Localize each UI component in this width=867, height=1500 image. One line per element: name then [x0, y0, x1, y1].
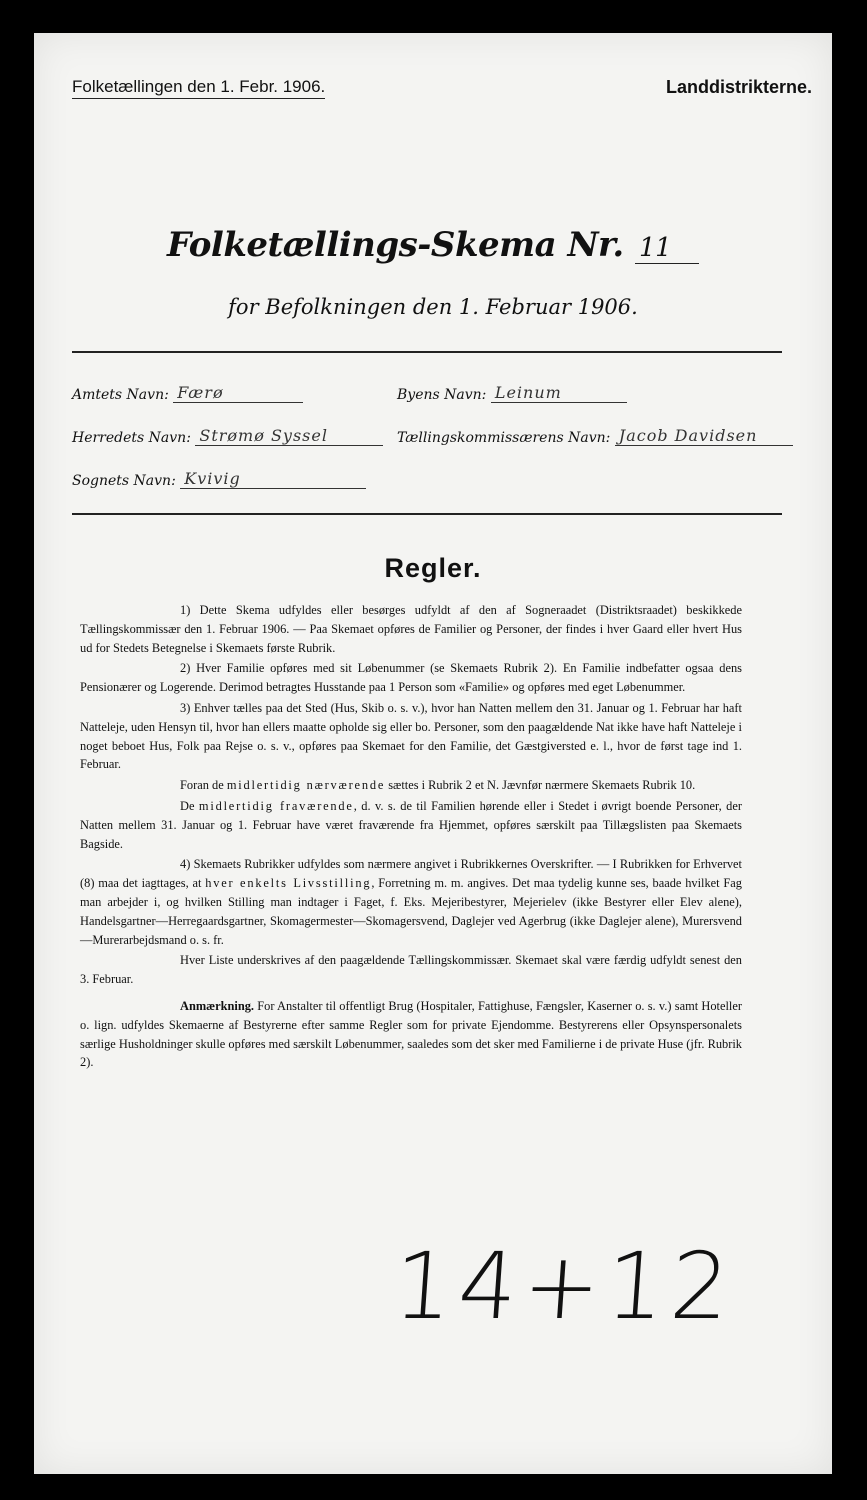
form-subtitle: for Befolkningen den 1. Februar 1906. — [228, 295, 638, 319]
rules-heading: Regler. — [384, 553, 482, 583]
note-paragraph — [80, 997, 742, 1072]
by-value: Leinum — [491, 383, 627, 403]
herred-value: Strømø Syssel — [195, 426, 383, 446]
by-field — [397, 383, 627, 403]
herred-field — [72, 426, 383, 446]
kommissaer-field — [397, 426, 793, 446]
form-title — [34, 225, 832, 265]
rule-paragraph-5: De midlertidig fraværende, d. v. s. de til Familien hørende eller i Stedet i øvrigt boende Personer, der Natten mellem 31. Januar og 1. Februar have været fraværende fra Hjemmet, opføres særskilt paa Tillægslisten paa Skemaets Bagside. — [80, 798, 743, 851]
sogn-label: Sognets Navn: — [72, 473, 176, 489]
rule-paragraph-7: Hver Liste underskrives af den paagældende Tællingskommissær. Skemaet skal være færdig udfyldt senest den 3. Februar. — [80, 953, 742, 987]
rule-paragraph-1: 1) Dette Skema udfyldes eller besørges udfyldt af den af Sogneraadet (Distriktsraadet) beskikkede Tællingskommissær den 1. Februar 1906. — Paa Skemaet opføres de Familier og Personer, der findes i hver Gaard eller hvert Hus ud for Stedets Betegnelse i Skemaets første Rubrik. — [80, 603, 742, 655]
amt-label: Amtets Navn: — [72, 387, 169, 403]
note-label: Anmærkning. — [180, 998, 255, 1013]
kommissaer-value: Jacob Davidsen — [615, 426, 793, 446]
sogn-field — [72, 469, 366, 489]
handwritten-note: 14+12 — [390, 1233, 739, 1340]
rule-paragraph-2: 2) Hver Familie opføres med sit Løbenummer (se Skemaets Rubrik 2). En Familie indbefatter ogsaa dens Pensionærer og Logerende. Derimod betragtes Husstande paa 1 Person som «Familie» og opføres med eget Løbenummer. — [80, 661, 742, 695]
rules-body — [80, 601, 742, 1074]
form-number: 11 — [635, 233, 699, 264]
by-label: Byens Navn: — [397, 387, 487, 403]
divider-middle — [72, 513, 782, 515]
note-text: For Anstalter til offentligt Brug (Hospitaler, Fattighuse, Fængsler, Kaserner o. s. v.) samt Hoteller o. lign. udfyldes Skemaerne af Bestyrerne efter samme Regler som for private Ejendomme. Bestyrerens eller Opsynspersonalets særlige Husholdninger skulle opføres med særskilt Løbenummer, saaledes som det sker med Familierne i de private Huse (jfr. Rubrik 2). — [80, 998, 742, 1070]
rule-paragraph-6: 4) Skemaets Rubrikker udfyldes som nærmere angivet i Rubrikkernes Overskrifter. — I Rubrikken for Erhvervet (8) maa det iagttages, at hver enkelts Livsstilling, Forretning m. m. angives. Det maa tydelig kunne ses, baade hvilket Fag man arbejder i, og hvilken Stilling man indtager i Faget, f. Eks. Mejeribestyrer, Mejerielev (ikke Bestyrer eller Elev alene), Handelsgartner—Herregaardsgartner, Skomagermester—Skomagersvend, Daglejer ved Agerbrug (ikke Daglejer alene), Murersvend—Murerarbejdsmand o. s. fr. — [80, 857, 742, 947]
amt-value: Færø — [173, 383, 303, 403]
census-form-sheet — [34, 33, 832, 1474]
district-type-header: Landdistrikterne. — [665, 77, 812, 97]
form-title-text: Folketællings-Skema Nr. — [166, 225, 624, 265]
amt-field — [72, 383, 303, 403]
rule-paragraph-4: Foran de midlertidig nærværende sættes i Rubrik 2 et N. Jævnfør nærmere Skemaets Rubrik 10. — [180, 778, 696, 793]
herred-label: Herredets Navn: — [72, 430, 191, 446]
kommissaer-label: Tællingskommissærens Navn: — [397, 430, 611, 446]
census-date-header: Folketællingen den 1. Febr. 1906. — [72, 77, 325, 99]
rule-paragraph-3: 3) Enhver tælles paa det Sted (Hus, Skib o. s. v.), hvor han Natten mellem den 31. Januar og 1. Februar har haft Natteleje, uden Hensyn til, hvor han ellers maatte opholde sig eller bo. Personer, som den paagældende Nat ikke have haft Natteleje i noget beboet Hus, Folk paa Rejse o. s. v., opføres paa Skemaet for den Familie, det Gæstgiversted e. l., hvor de først tage ind 1. Februar. — [80, 700, 742, 772]
divider-top — [72, 351, 782, 353]
sogn-value: Kvivig — [180, 469, 366, 489]
